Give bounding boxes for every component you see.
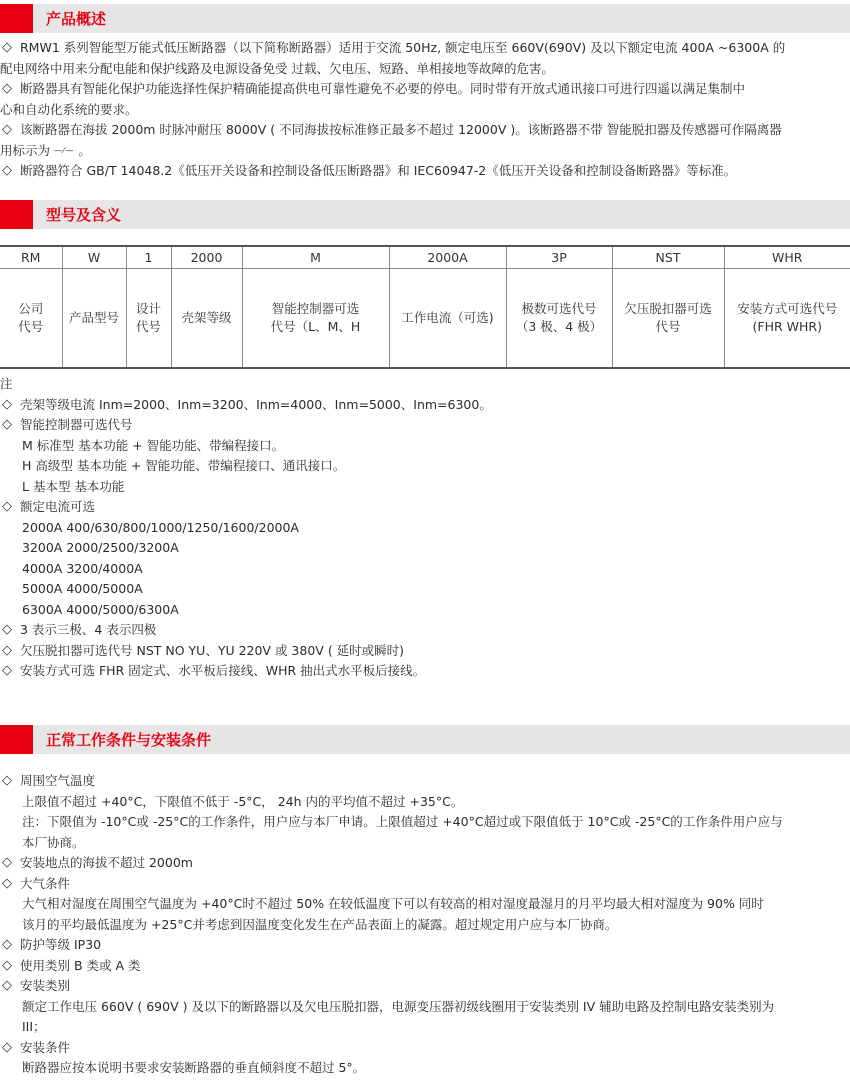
list-item: ◇ 断路器符合 GB/T 14048.2《低压开关设备和控制设备低压断路器》和 IEC60947-2《低压开关设备和控制设备断路器》等标准。 (0, 161, 850, 182)
diamond-bullet-icon: ◇ (2, 122, 12, 137)
list-subitem: 大气相对湿度在周围空气温度为 +40°C时不超过 50% 在较低温度下可以有较高的相对湿度最湿月的月平均最大相对湿度为 90% 同时 (22, 896, 764, 911)
list-subitem: 5000A 4000/5000A (22, 581, 143, 596)
model-meaning-cell: 极数可选代号 （3 极、4 极） (506, 269, 612, 369)
conditions-block (0, 771, 850, 1079)
list-item-continuation: 心和自动化系统的要求。 (0, 101, 138, 117)
list-item: ◇ 安装方式可选 FHR 固定式、水平板后接线、WHR 抽出式水平板后接线。 (0, 661, 850, 682)
list-subitem: 额定工作电压 660V ( 690V ) 及以下的断路器以及欠电压脱扣器，电源变压器初级线圈用于安装类别 IV 辅助电路及控制电路安装类别为 (22, 998, 775, 1014)
list-item: ◇ 3 表示三极、4 表示四极 (0, 620, 850, 641)
list-item-continuation: 配电网络中用来分配电能和保护线路及电源设备免受 过载、欠电压、短路、单相接地等故障的危害。 (0, 60, 554, 76)
diamond-bullet-icon: ◇ (2, 663, 12, 678)
section-title: 产品概述 (46, 10, 107, 28)
diamond-bullet-icon: ◇ (2, 978, 12, 993)
notes-block (0, 374, 850, 682)
model-meaning-cell: 壳架等级 (171, 269, 242, 369)
model-code-cell: NST (612, 246, 724, 269)
list-subitem: H 高级型 基本功能 + 智能功能、带编程接口、通讯接口。 (22, 458, 346, 473)
isolator-symbol-icon: —⁄— (54, 145, 75, 155)
model-code-row (0, 246, 850, 269)
model-code-cell: W (62, 246, 126, 269)
list-subitem: 3200A 2000/2500/3200A (22, 540, 179, 555)
diamond-bullet-icon: ◇ (2, 81, 12, 96)
list-item: ◇ 大气条件 (0, 874, 850, 895)
list-item: ◇ 智能控制器可选代号 (0, 415, 850, 436)
list-subitem: 4000A 3200/4000A (22, 560, 143, 576)
model-meaning-row (0, 269, 850, 369)
diamond-bullet-icon: ◇ (2, 163, 12, 179)
model-code-cell: M (242, 246, 389, 269)
notes-heading: 注 (0, 376, 13, 391)
list-item: ◇ 该断路器在海拔 2000m 时脉冲耐压 8000V ( 不同海拔按标准修正最多不超过 12000V )。该断路器不带 智能脱扣器及传感器可作隔离器 (0, 120, 850, 141)
section-accent-bar (0, 725, 33, 754)
model-code-cell: 3P (506, 246, 612, 269)
diamond-bullet-icon: ◇ (2, 855, 12, 870)
model-code-cell: WHR (724, 246, 850, 269)
model-code-cell: 2000A (389, 246, 506, 269)
diamond-bullet-icon: ◇ (2, 622, 12, 637)
list-item: ◇ 壳架等级电流 Inm=2000、Inm=3200、Inm=4000、Inm=5000、Inm=6300。 (0, 395, 850, 416)
list-item: ◇ 额定电流可选 (0, 497, 850, 518)
section-header-conditions (0, 725, 850, 754)
list-subitem: 该月的平均最低温度为 +25°C并考虑到因温度变化发生在产品表面上的凝露。超过规定用户应与本厂协商。 (22, 916, 618, 932)
section-title: 正常工作条件与安装条件 (46, 731, 212, 749)
list-item: ◇ 防护等级 IP30 (0, 935, 850, 956)
list-subitem: 6300A 4000/5000/6300A (22, 601, 179, 617)
list-item: ◇ 欠压脱扣器可选代号 NST NO YU、YU 220V 或 380V ( 延时或瞬时) (0, 641, 850, 662)
section-title: 型号及含义 (46, 206, 122, 224)
diamond-bullet-icon: ◇ (2, 773, 12, 788)
model-meaning-cell: 设计 代号 (126, 269, 171, 369)
section-header-model (0, 200, 850, 229)
model-meaning-cell: 安装方式可选代号 (FHR WHR) (724, 269, 850, 369)
model-meaning-cell: 智能控制器可选 代号（L、M、H (242, 269, 389, 369)
section-accent-bar (0, 4, 33, 33)
diamond-bullet-icon: ◇ (2, 937, 12, 952)
diamond-bullet-icon: ◇ (2, 499, 12, 514)
diamond-bullet-icon: ◇ (2, 875, 12, 891)
model-meaning-cell: 工作电流（可选) (389, 269, 506, 369)
section-header-overview (0, 4, 850, 33)
list-item: ◇ 周围空气温度 (0, 771, 850, 792)
list-subitem: 上限值不超过 +40°C，下限值不低于 -5°C， 24h 内的平均值不超过 +35°C。 (22, 793, 464, 809)
model-code-cell: 2000 (171, 246, 242, 269)
model-meaning-cell: 产品型号 (62, 269, 126, 369)
section-accent-bar (0, 200, 33, 229)
list-subitem: L 基本型 基本功能 (22, 478, 125, 494)
overview-block (0, 38, 850, 182)
list-subitem: 本厂协商。 (22, 834, 85, 850)
list-item: ◇ 安装地点的海拔不超过 2000m (0, 853, 850, 874)
list-item-continuation: 用标示为 —⁄— 。 (0, 141, 850, 162)
list-subitem: 断路器应按本说明书要求安装断路器的垂直倾斜度不超过 5°。 (22, 1060, 366, 1075)
list-item: ◇ 安装条件 (0, 1038, 850, 1059)
list-subitem: III； (22, 1019, 46, 1034)
diamond-bullet-icon: ◇ (2, 642, 12, 658)
list-item: ◇ RMW1 系列智能型万能式低压断路器（以下简称断路器）适用于交流 50Hz, 额定电压至 660V(690V) 及以下额定电流 400A ~6300A 的 (0, 38, 850, 59)
list-item: ◇ 安装类别 (0, 976, 850, 997)
model-meaning-cell: 公司 代号 (0, 269, 62, 369)
list-subitem: 2000A 400/630/800/1000/1250/1600/2000A (22, 519, 299, 535)
diamond-bullet-icon: ◇ (2, 396, 12, 412)
model-meaning-cell: 欠压脱扣器可选 代号 (612, 269, 724, 369)
diamond-bullet-icon: ◇ (2, 417, 12, 432)
list-subitem: 注：下限值为 -10°C或 -25°C的工作条件，用户应与本厂申请。上限值超过 +40°C超过或下限值低于 10°C或 -25°C的工作条件用户应与 (22, 814, 783, 829)
model-code-cell: 1 (126, 246, 171, 269)
diamond-bullet-icon: ◇ (2, 40, 12, 55)
diamond-bullet-icon: ◇ (2, 957, 12, 973)
diamond-bullet-icon: ◇ (2, 1039, 12, 1055)
model-code-cell: RM (0, 246, 62, 269)
list-item: ◇ 断路器具有智能化保护功能选择性保护精确能提高供电可靠性避免不必要的停电。同时带有开放式通讯接口可进行四遥以满足集制中 (0, 79, 850, 100)
list-item: ◇ 使用类别 B 类或 A 类 (0, 956, 850, 977)
list-subitem: M 标准型 基本功能 + 智能功能、带编程接口。 (22, 437, 285, 453)
model-table (0, 245, 850, 369)
